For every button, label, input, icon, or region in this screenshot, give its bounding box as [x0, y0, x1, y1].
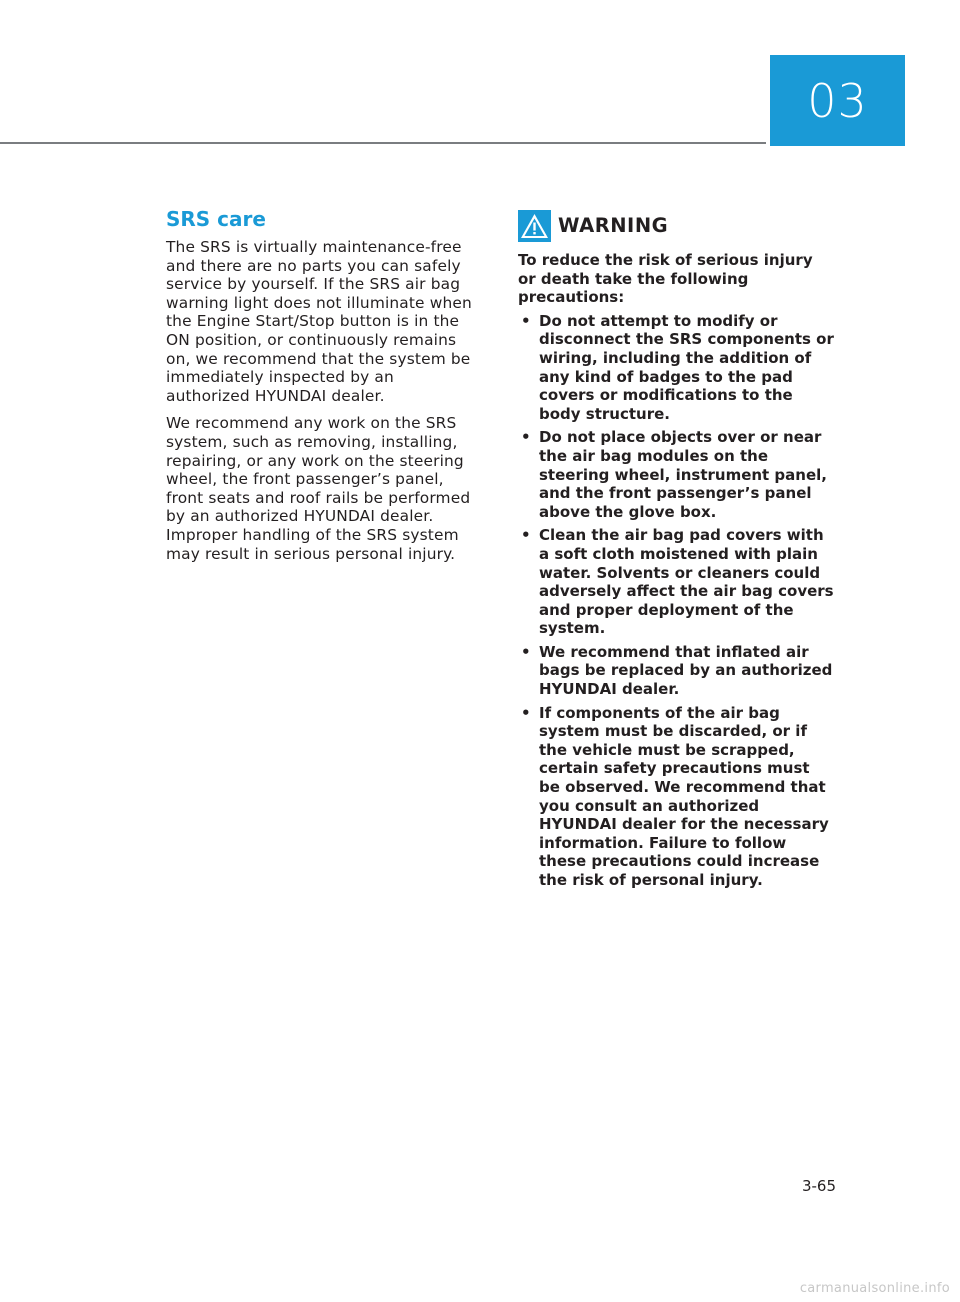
warning-intro: To reduce the risk of serious injury or death take the following precautions:: [518, 251, 813, 307]
chapter-tab: [770, 55, 905, 146]
warning-item: [518, 312, 834, 424]
warning-item-text: If components of the air bag system must be discarded, or if the vehicle must be scrapped, certain safety precautions must be observed. We recommend that you consult an authorized HYUNDAI dealer for the necessary information. Failure to follow these precautions could increase the risk of personal injury.: [539, 703, 829, 889]
warning-item-text: We recommend that inflated air bags be replaced by an authorized HYUNDAI dealer.: [539, 642, 833, 699]
warning-title: WARNING: [558, 214, 669, 237]
warning-item: [518, 526, 834, 638]
header-rule: [0, 142, 766, 144]
left-column: [166, 206, 482, 572]
warning-item-text: Clean the air bag pad covers with a soft cloth moistened with plain water. Solvents or cleaners could adversely affect the air bag covers and proper deployment of the system.: [539, 526, 834, 638]
bullet: •: [521, 311, 531, 330]
chapter-number: 03: [807, 73, 868, 128]
warning-item: [518, 428, 834, 521]
bullet: •: [521, 526, 531, 545]
warning-header: [518, 210, 834, 242]
body-paragraph: The SRS is virtually maintenance-free and there are no parts you can safely service by yourself. If the SRS air bag warning light does not illuminate when the Engine Start/Stop button is in the ON position, or continuously remains on, we recommend that the system be immediately inspected by an authorized HYUNDAI dealer.: [166, 238, 472, 405]
warning-box: [518, 210, 834, 895]
bullet: •: [521, 428, 531, 447]
warning-item: [518, 643, 834, 699]
warning-item-text: Do not place objects over or near the air bag modules on the steering wheel, instrument panel, and the front passenger’s panel above the glove box.: [539, 428, 827, 521]
warning-item-text: Do not attempt to modify or disconnect the SRS components or wiring, including the addition of any kind of badges to the pad covers or modifications to the body structure.: [539, 311, 834, 423]
warning-item: [518, 704, 834, 890]
section-title: SRS care: [166, 207, 266, 231]
page-number: 3-65: [801, 1177, 836, 1195]
bullet: •: [521, 703, 531, 722]
warning-triangle-icon: [518, 210, 551, 242]
watermark[interactable]: carmanualsonline.info: [799, 1281, 950, 1296]
body-paragraph: We recommend any work on the SRS system, such as removing, installing, repairing, or any work on the steering wheel, the front passenger’s panel, front seats and roof rails be performed by an authorized HYUNDAI dealer. Improper handling of the SRS system may result in serious personal injury.: [166, 414, 471, 563]
bullet: •: [521, 642, 531, 661]
warning-list: [518, 312, 834, 890]
